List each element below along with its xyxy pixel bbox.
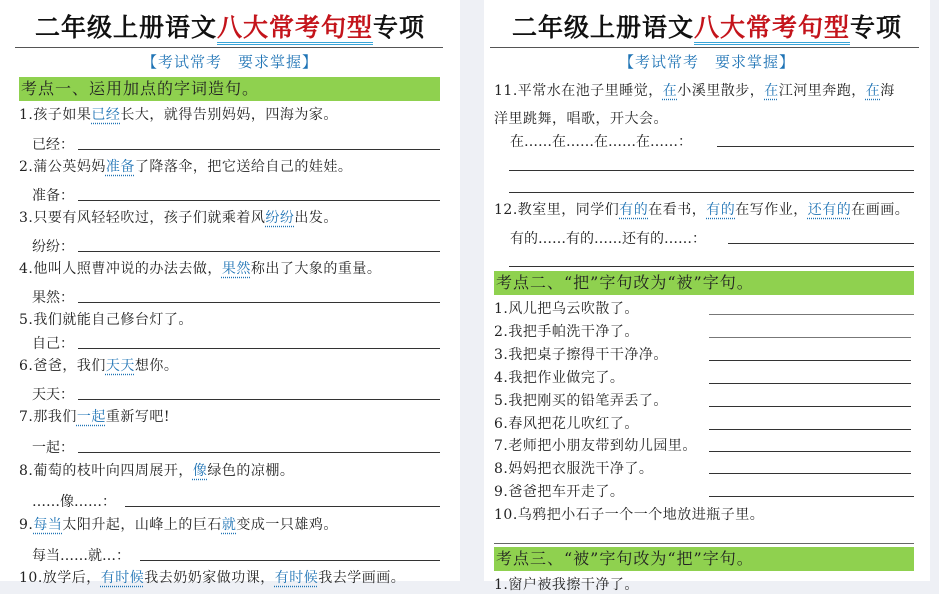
answer-label-12: 有的……有的……还有的……： [510,231,706,247]
title-prefix: 二年级上册语文 [34,13,217,42]
text-fragment: 在看书， [648,202,707,218]
answer-line-11b[interactable] [509,170,914,171]
text-fragment: 变成一只雄鸡。 [236,517,338,533]
conversion-item-9: 9.爸爸把车开走了。 [494,484,625,500]
keyword: 还有的 [807,202,852,218]
conversion-item-10: 10.乌鸦把小石子一个一个地放进瓶子里。 [494,507,765,523]
text-fragment: 2. [19,159,34,175]
text-fragment: 了降落伞，把它送给自己的娃娃。 [134,159,353,175]
question-7 [19,406,170,426]
answer-line-1[interactable] [78,149,440,150]
keyword: 像 [192,463,208,479]
answer-line[interactable] [709,496,914,497]
page-subtitle: 【考试常考 要求掌握】 [618,53,795,71]
answer-line[interactable] [494,543,914,544]
answer-line-6[interactable] [78,399,440,400]
text-fragment: 他叫人照曹冲说的办法去做， [33,261,222,277]
text-fragment: 长大，就得告别妈妈，四海为家。 [120,107,338,123]
conversion-item-2: 2.我把手帕洗干净了。 [494,324,639,340]
conversion-item-5: 5.我把刚买的铅笔弄丢了。 [494,393,668,409]
text-fragment: 出发。 [294,210,338,226]
text-fragment: 放学后， [42,570,101,586]
keyword: 果然 [221,261,251,277]
answer-label-7: 一起： [32,440,74,456]
text-fragment: 孩子如果 [33,107,92,123]
title-suffix: 专项 [850,13,903,42]
text-fragment: 小溪里散步， [677,83,765,99]
question-5 [19,309,193,329]
conversion-item-3: 3.我把桌子擦得干干净净。 [494,347,668,363]
text-fragment: 海 [880,83,895,99]
conversion-item-4: 4.我把作业做完了。 [494,370,625,386]
text-fragment: 3. [19,210,34,226]
question-4 [19,258,381,278]
answer-label-2: 准备： [32,188,74,204]
title-suffix: 专项 [373,13,426,42]
title-divider [15,47,443,48]
keyword: 有时候 [274,570,319,586]
conversion-item-6: 6.春风把花儿吹红了。 [494,416,639,432]
text-fragment: 我去学画画。 [318,570,406,586]
conversion-item-8: 8.妈妈把衣服洗干净了。 [494,461,654,477]
answer-line-9[interactable] [140,560,440,561]
text-fragment: 9. [19,517,34,533]
keyword: 在 [865,83,881,99]
text-fragment: 7. [19,409,34,425]
answer-label-6: 天天： [32,387,74,403]
page-title [0,8,460,44]
section-heading-2: 考点二、“把”字句改为“被”字句。 [494,271,914,295]
text-fragment: 10. [19,570,43,586]
question-3 [19,207,338,227]
title-highlight: 八大常考句型 [694,13,850,45]
text-fragment: 太阳升起，山峰上的巨石 [62,517,222,533]
conversion-item-partial: 1.窗户被我擦干净了。 [494,577,639,593]
title-highlight: 八大常考句型 [217,13,373,45]
answer-line-11a[interactable] [717,146,914,147]
question-6 [19,355,178,375]
answer-line[interactable] [709,314,914,315]
answer-label-11: 在……在……在……在……： [510,134,692,150]
text-fragment: 4. [19,261,34,277]
page-subtitle: 【考试常考 要求掌握】 [141,53,318,71]
answer-label-9: 每当……就…： [32,548,130,564]
answer-label-4: 果然： [32,290,74,306]
question-8 [19,460,294,480]
answer-label-3: 纷纷： [32,239,74,255]
question-11 [494,80,895,100]
question-2 [19,156,352,176]
text-fragment: 只要有风轻轻吹过，孩子们就乘着风 [33,210,266,226]
page-title [484,8,930,44]
keyword: 在 [662,83,678,99]
section-heading-3: 考点三、“被”字句改为“把”字句。 [494,547,914,571]
answer-line-5[interactable] [78,348,440,349]
answer-line-4[interactable] [78,302,440,303]
question-11-line2: 洋里跳舞，唱歌，开大会。 [494,111,668,127]
keyword: 每当 [33,517,63,533]
keyword: 天天 [105,358,135,374]
worksheet-page-right [484,0,930,593]
keyword: 在 [764,83,779,99]
conversion-item-7: 7.老师把小朋友带到幼儿园里。 [494,438,697,454]
question-12 [494,199,909,219]
question-9 [19,514,338,534]
text-fragment: 在写作业， [735,202,808,218]
text-fragment: 爸爸，我们 [33,358,106,374]
answer-line-12a[interactable] [728,243,914,244]
answer-line-7[interactable] [78,452,440,453]
answer-line[interactable] [709,473,911,474]
question-1 [19,104,338,124]
text-fragment: 教室里，同学们 [517,202,620,218]
conversion-item-1: 1.风儿把乌云吹散了。 [494,301,639,317]
section-heading-1: 考点一、运用加点的字词造句。 [19,77,440,101]
worksheet-page-left [0,0,460,586]
keyword: 有时候 [100,570,145,586]
keyword: 准备 [105,159,135,175]
keyword: 就 [221,517,237,533]
answer-label-8: ……像……： [32,494,116,510]
answer-line-8[interactable] [125,506,440,507]
keyword: 有的 [706,202,736,218]
answer-label-5: 自己： [32,336,74,352]
text-fragment: 称出了大象的重量。 [250,261,382,277]
text-fragment: 5. [19,312,34,328]
answer-line-12b[interactable] [509,266,914,267]
text-fragment: 那我们 [33,409,77,425]
answer-line[interactable] [709,451,911,452]
question-10 [19,567,405,587]
text-fragment: 12. [494,202,518,218]
keyword: 已经 [91,107,121,123]
answer-line-11c[interactable] [509,192,914,193]
text-fragment: 平常水在池子里睡觉， [517,83,663,99]
text-fragment: 葡萄的枝叶向四周展开， [33,463,193,479]
text-fragment: 想你。 [134,358,179,374]
text-fragment: 我们就能自己修台灯了。 [33,312,193,328]
title-prefix: 二年级上册语文 [511,13,694,42]
keyword: 一起 [76,409,106,425]
text-fragment: 6. [19,358,34,374]
answer-line[interactable] [709,337,911,338]
text-fragment: 蒲公英妈妈 [33,159,106,175]
text-fragment: 江河里奔跑， [778,83,866,99]
text-fragment: 重新写吧! [105,409,170,425]
title-divider [490,47,919,48]
answer-line-2[interactable] [78,200,440,201]
answer-line[interactable] [709,406,911,407]
keyword: 有的 [619,202,649,218]
text-fragment: 8. [19,463,34,479]
answer-line-3[interactable] [78,251,440,252]
answer-line[interactable] [709,360,911,361]
answer-line[interactable] [709,429,911,430]
keyword: 纷纷 [265,210,295,226]
text-fragment: 我去奶奶家做功课， [144,570,275,586]
text-fragment: 11. [494,83,518,99]
text-fragment: 1. [19,107,34,123]
text-fragment: 在画画。 [851,202,910,218]
text-fragment: 绿色的凉棚。 [207,463,295,479]
answer-line[interactable] [709,383,911,384]
answer-label-1: 已经： [32,137,74,153]
